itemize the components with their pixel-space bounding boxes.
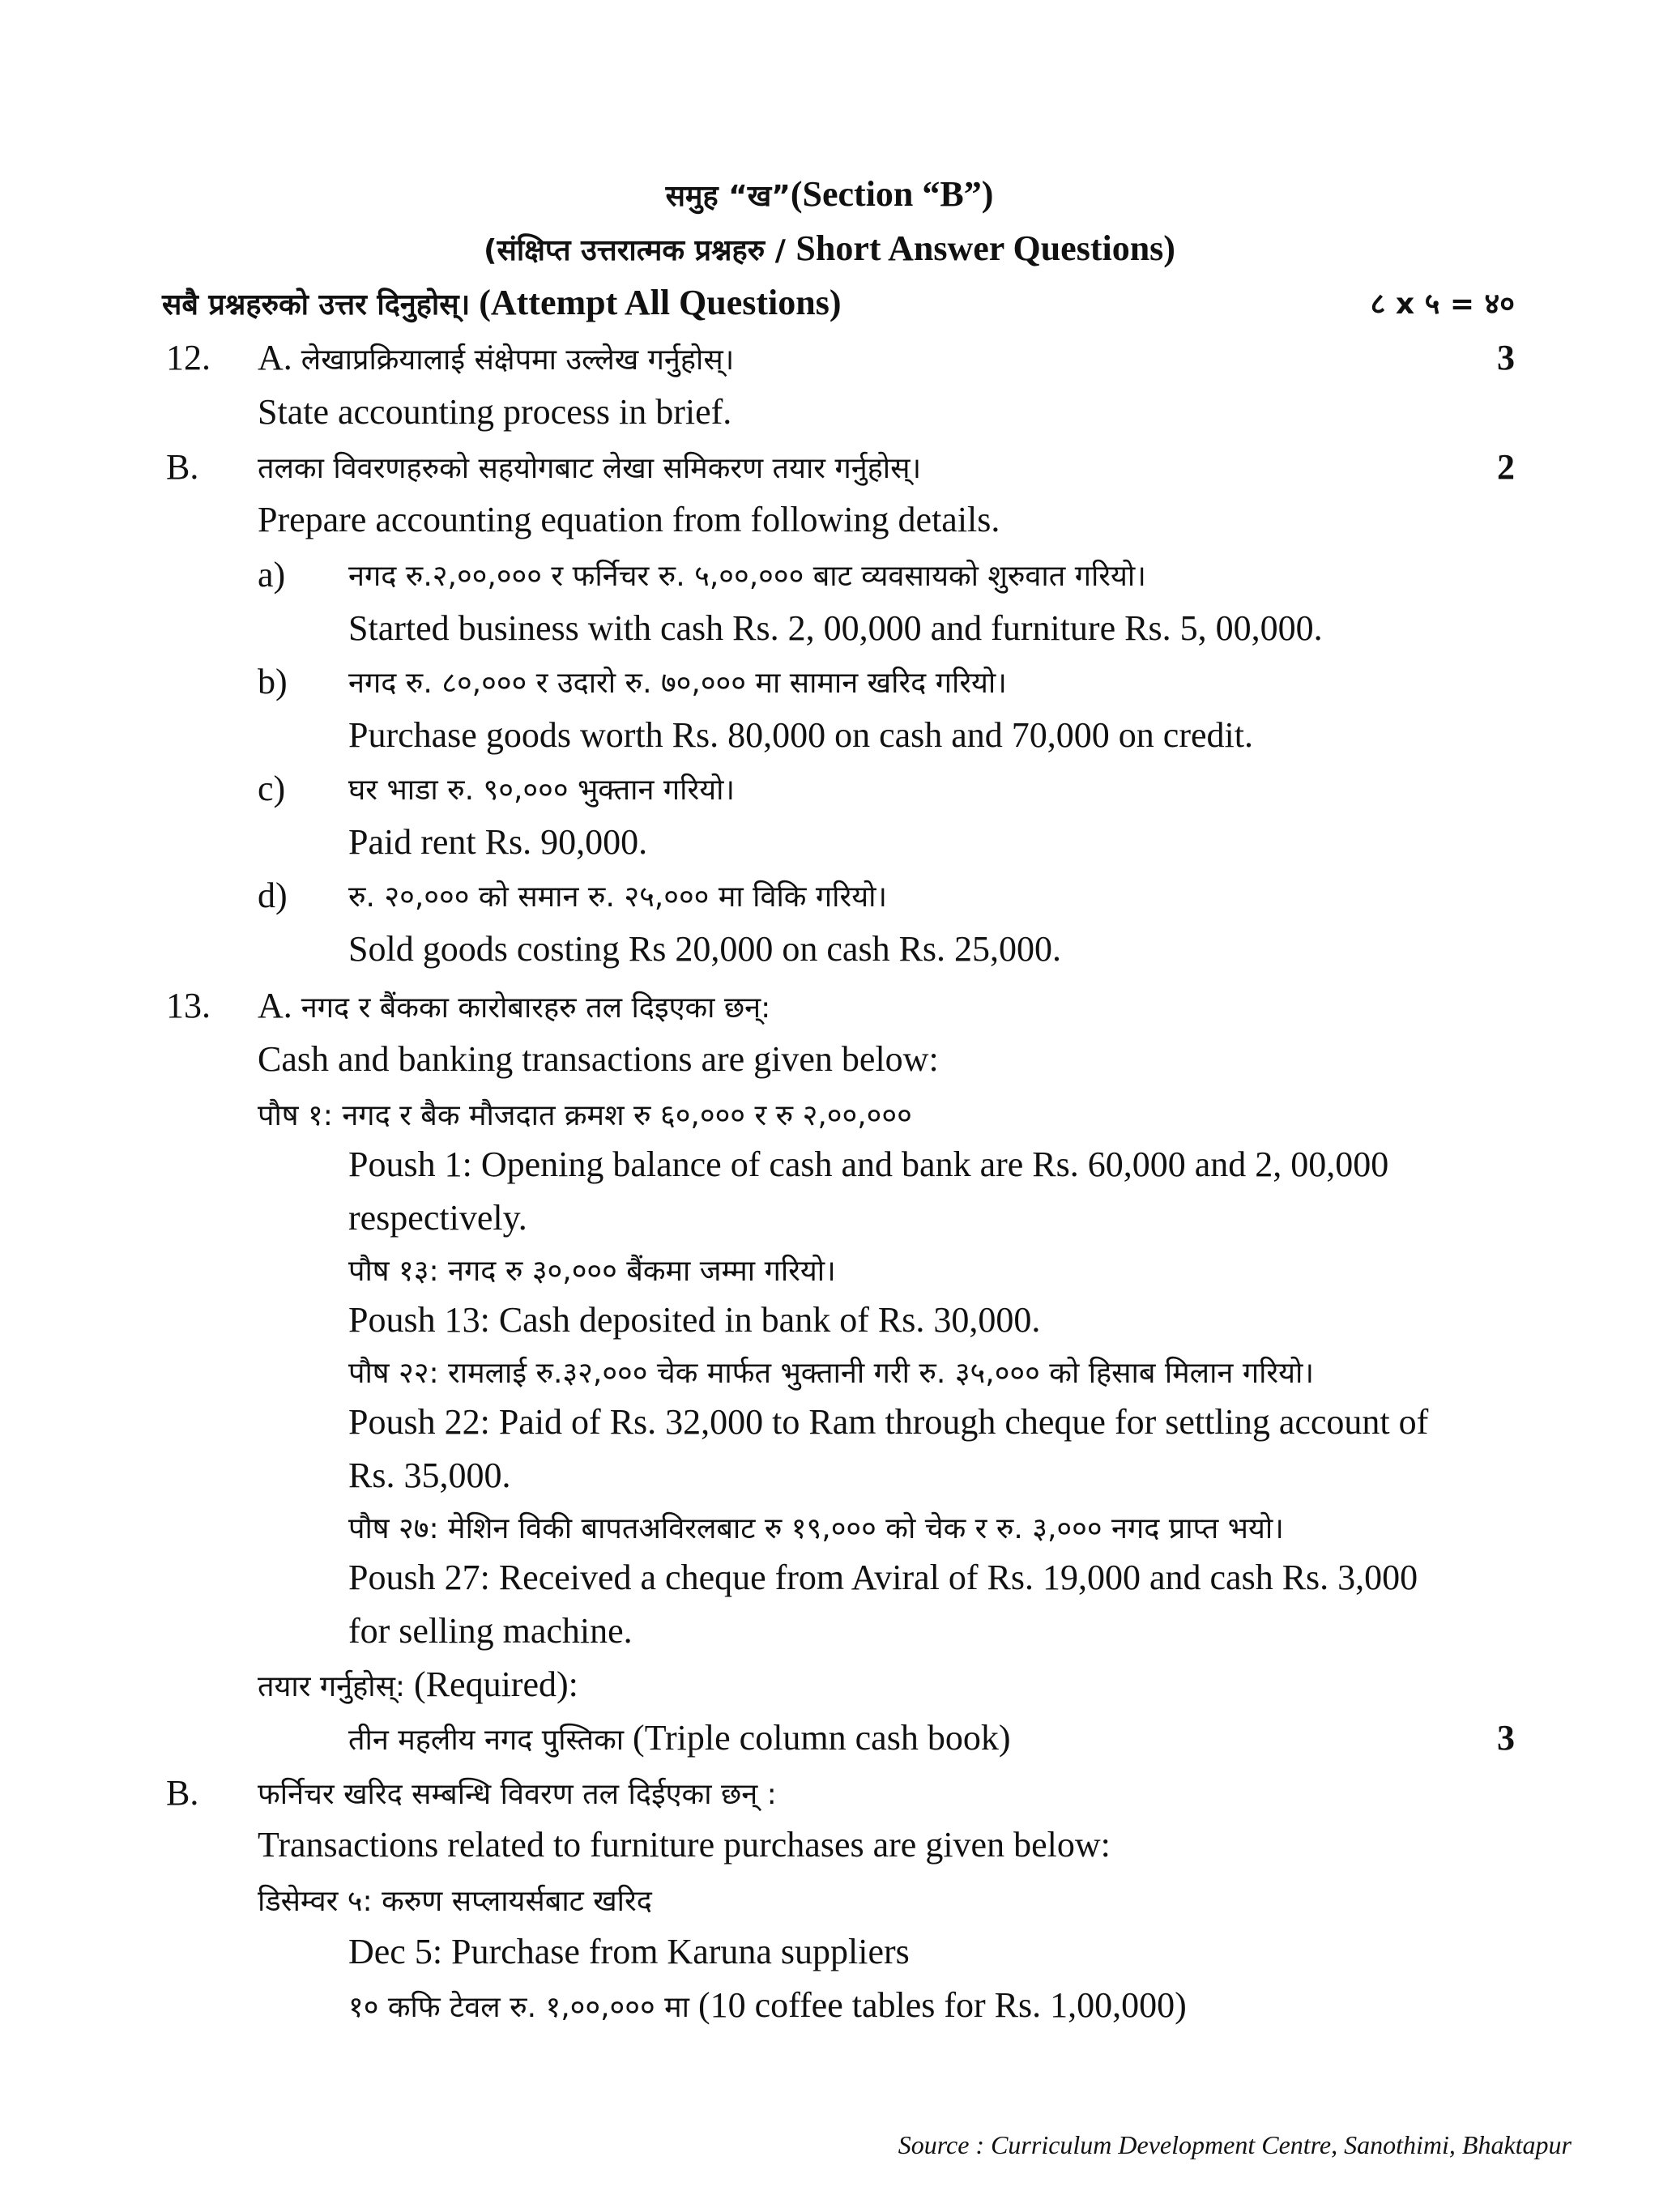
cashbook-en: (Triple column cash book) — [624, 1718, 1011, 1758]
cashbook-line — [348, 1720, 1010, 1756]
instruction — [162, 285, 842, 321]
q12b-item-np: नगद रु.२,००,००० र फर्निचर रु. ५,००,००० बाट व्यवसायको शुरुवात गरियो। — [348, 560, 1146, 593]
q12b-text-en: Prepare accounting equation from following details. — [258, 500, 1000, 539]
required-en: (Required): — [405, 1664, 578, 1704]
q12b-item-np: नगद रु. ८०,००० र उदारो रु. ७०,००० मा सामान खरिद गरियो। — [348, 667, 1007, 700]
q12a-text-en: State accounting process in brief. — [258, 392, 732, 432]
poush27-np: पौष २७: मेशिन विकी बापतअविरलबाट रु १९,००० को चेक र रु. ३,००० नगद प्राप्त भयो। — [348, 1512, 1284, 1545]
poush22-en-1: Poush 22: Paid of Rs. 32,000 to Ram through cheque for settling account of — [348, 1402, 1429, 1442]
q13b-label: B. — [166, 1773, 199, 1813]
section-title-en: (Section “B”) — [790, 174, 994, 214]
q12b-marks: 2 — [1497, 447, 1515, 487]
tables-line — [348, 1985, 1187, 2025]
instruction-en: (Attempt All Questions) — [479, 283, 842, 322]
q12b-label: B. — [166, 447, 199, 487]
total-marks: ८ x ५ = ४० — [1370, 288, 1515, 321]
q13a-text-np: नगद र बैंकका कारोबारहरु तल दिइएका छन्: — [301, 991, 771, 1025]
tables-np: १० कफि टेवल रु. १,००,००० मा — [348, 1991, 689, 2024]
q13a-marks: 3 — [1497, 1718, 1515, 1758]
section-subtitle — [0, 228, 1659, 268]
subtitle-en: Short Answer Questions) — [795, 228, 1175, 268]
q13b-text-en: Transactions related to furniture purchases are given below: — [258, 1825, 1111, 1865]
q12b-item-label: b) — [258, 662, 288, 701]
q12b-item-en: Started business with cash Rs. 2, 00,000 and furniture Rs. 5, 00,000. — [348, 608, 1323, 648]
q13a-label: A. — [258, 986, 292, 1025]
q12-number: 12. — [166, 338, 211, 377]
q13a-line — [258, 988, 770, 1024]
source-note: Source : Curriculum Development Centre, Sanothimi, Bhaktapur — [898, 2130, 1572, 2159]
dec5-np: डिसेम्वर ५: करुण सप्लायर्सबाट खरिद — [258, 1885, 652, 1918]
q12b-item-label: a) — [258, 555, 286, 595]
poush1-np: पौष १: नगद र बैक मौजदात क्रमश रु ६०,००० र रु २,००,००० — [258, 1099, 912, 1132]
q12a-text-np: लेखाप्रक्रियालाई संक्षेपमा उल्लेख गर्नुहोस्। — [301, 343, 735, 377]
subtitle-np: (संक्षिप्त उत्तरात्मक प्रश्नहरु / — [484, 234, 796, 267]
cashbook-np: तीन महलीय नगद पुस्तिका — [348, 1724, 625, 1757]
q12b-item-label: c) — [258, 769, 286, 808]
q12a-label: A. — [258, 338, 292, 377]
q12b-item-np: रु. २०,००० को समान रु. २५,००० मा विकि गरियो। — [348, 880, 888, 914]
q12b-text-np: तलका विवरणहरुको सहयोगबाट लेखा समिकरण तयार गर्नुहोस्। — [258, 452, 922, 485]
q12b-item-en: Sold goods costing Rs 20,000 on cash Rs. 25,000. — [348, 929, 1062, 969]
poush1-en-2: respectively. — [348, 1198, 527, 1238]
poush27-en-2: for selling machine. — [348, 1611, 633, 1651]
q12b-item-np: घर भाडा रु. ९०,००० भुक्तान गरियो। — [348, 774, 736, 807]
q13-number: 13. — [166, 986, 211, 1025]
q12a-marks: 3 — [1497, 338, 1515, 377]
q12b-item-en: Paid rent Rs. 90,000. — [348, 822, 648, 862]
poush22-en-2: Rs. 35,000. — [348, 1455, 511, 1495]
q13b-text-np: फर्निचर खरिद सम्बन्धि विवरण तल दिईएका छन् : — [258, 1778, 777, 1811]
q12b-item-en: Purchase goods worth Rs. 80,000 on cash and 70,000 on credit. — [348, 715, 1253, 755]
poush13-en: Poush 13: Cash deposited in bank of Rs. 30,000. — [348, 1300, 1041, 1340]
q13a-text-en: Cash and banking transactions are given below: — [258, 1039, 939, 1079]
poush1-en-1: Poush 1: Opening balance of cash and bank are Rs. 60,000 and 2, 00,000 — [348, 1144, 1389, 1184]
dec5-en: Dec 5: Purchase from Karuna suppliers — [348, 1932, 910, 1971]
poush13-np: पौष १३: नगद रु ३०,००० बैंकमा जम्मा गरियो। — [348, 1255, 836, 1288]
tables-en: (10 coffee tables for Rs. 1,00,000) — [689, 1985, 1187, 2025]
poush27-en-1: Poush 27: Received a cheque from Aviral of Rs. 19,000 and cash Rs. 3,000 — [348, 1558, 1418, 1597]
section-title-np: समुह “ख” — [665, 180, 791, 213]
poush22-np: पौष २२: रामलाई रु.३२,००० चेक मार्फत भुक्तानी गरी रु. ३५,००० को हिसाब मिलान गरियो। — [348, 1357, 1314, 1390]
q12a-line — [258, 340, 734, 376]
section-title — [0, 174, 1659, 214]
required-line — [258, 1664, 578, 1704]
required-np: तयार गर्नुहोस्: — [258, 1670, 406, 1703]
instruction-np: सबै प्रश्नहरुको उत्तर दिनुहोस्। — [162, 288, 471, 322]
q12b-item-label: d) — [258, 876, 288, 915]
